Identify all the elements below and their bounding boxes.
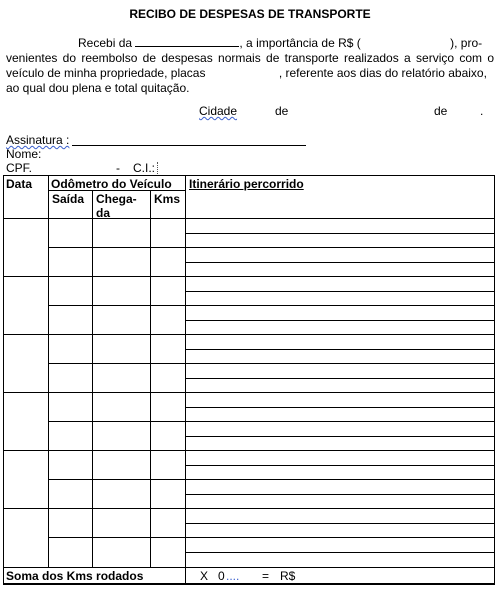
entry-block-line — [3, 508, 495, 509]
odometer-row-line — [48, 247, 185, 248]
header-chegada-2: da — [96, 206, 111, 220]
vehicle-label: veículo de minha propriedade, placas — [6, 66, 206, 80]
table-body-bottom-border — [3, 567, 495, 568]
entry-block-line — [3, 392, 495, 393]
itinerary-row-line — [185, 537, 495, 538]
itinerary-row-line — [185, 247, 495, 248]
paragraph-line-3 — [6, 66, 494, 81]
cpf-dash: - — [116, 161, 120, 175]
date-de-2: de — [434, 104, 448, 118]
header-bottom-line — [3, 218, 495, 219]
entry-block-line — [3, 334, 495, 335]
amount-close: ), pro- — [450, 36, 483, 50]
itinerary-row-line — [185, 479, 495, 480]
header-odometro: Odômetro do Veículo — [51, 177, 172, 191]
itinerary-row-line — [185, 378, 495, 379]
table-bottom-border — [3, 583, 495, 585]
entry-block-line — [3, 450, 495, 451]
itinerary-row-line — [185, 421, 495, 422]
odometer-row-line — [48, 537, 185, 538]
amount-label: , a importância de R$ ( — [239, 36, 361, 50]
footer-equals: = — [262, 569, 270, 583]
header-data: Data — [6, 177, 33, 191]
itinerary-row-line — [185, 494, 495, 495]
itinerary-row-line — [185, 291, 495, 292]
itinerary-row-line — [185, 436, 495, 437]
signature-label: Assinatura : — [6, 133, 70, 147]
itinerary-row-line — [185, 305, 495, 306]
itinerary-row-line — [185, 363, 495, 364]
col-divider-data — [48, 175, 49, 568]
header-chegada-1: Chega- — [96, 192, 137, 206]
paragraph-line-2: venientes do reembolso de despesas normais de transporte realizados a serviço com o — [6, 51, 494, 65]
itinerary-row-line — [185, 523, 495, 524]
itinerary-row-line — [185, 465, 495, 466]
footer-sum-label: Soma dos Kms rodados — [6, 569, 144, 583]
ci-label: C.I.: — [133, 161, 156, 175]
city-field[interactable]: Cidade — [199, 104, 238, 118]
itinerary-row-line — [185, 262, 495, 263]
table-top-border — [3, 175, 495, 176]
date-end-dot: . — [480, 104, 484, 118]
text-cursor — [157, 162, 158, 174]
header-kms: Kms — [154, 192, 181, 206]
entry-block-line — [3, 276, 495, 277]
itinerary-row-line — [185, 552, 495, 553]
footer-dots: .... — [226, 569, 240, 583]
header-saida: Saída — [52, 192, 85, 206]
header-itinerario: Itinerário percorrido — [189, 177, 304, 191]
odometer-row-line — [48, 363, 185, 364]
receipt-paragraph — [6, 35, 494, 96]
date-de-1: de — [275, 104, 289, 118]
payer-blank[interactable] — [135, 35, 239, 47]
itinerary-row-line — [185, 233, 495, 234]
document-title: RECIBO DE DESPESAS DE TRANSPORTE — [129, 7, 371, 21]
footer-rs: R$ — [280, 569, 296, 583]
name-label: Nome: — [6, 147, 42, 161]
paragraph-line-1 — [6, 35, 494, 51]
footer-x: X — [200, 569, 209, 583]
reference-label: , referente aos dias do relatório abaixo, — [278, 66, 487, 80]
itinerary-row-line — [185, 320, 495, 321]
paragraph-line-4: ao qual dou plena e total quitação. — [6, 81, 190, 95]
footer-zero[interactable]: 0 — [218, 569, 225, 583]
odometer-row-line — [48, 479, 185, 480]
received-from-label: Recebi da — [78, 36, 133, 50]
table-left-border — [3, 175, 4, 584]
itinerary-row-line — [185, 407, 495, 408]
itinerary-row-line — [185, 349, 495, 350]
cpf-label: CPF. — [6, 161, 33, 175]
odometer-row-line — [48, 305, 185, 306]
signature-line[interactable] — [72, 145, 306, 146]
odometer-row-line — [48, 421, 185, 422]
